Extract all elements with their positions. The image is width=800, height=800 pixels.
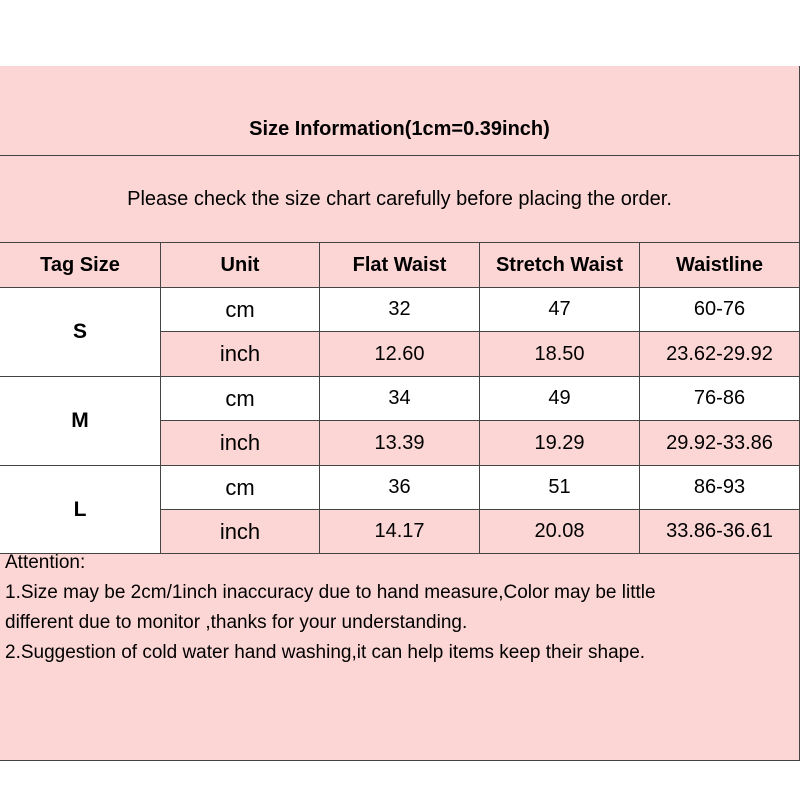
waistline-cell: 86-93: [640, 466, 800, 510]
header-waistline: Waistline: [640, 243, 800, 288]
waistline-cell: 29.92-33.86: [640, 421, 800, 466]
attention-heading: Attention:: [5, 552, 86, 573]
flat-waist-cell: 34: [320, 377, 480, 421]
attention-line-1: 1.Size may be 2cm/1inch inaccuracy due to hand measure,Color may be little: [5, 582, 656, 603]
header-flat-waist: Flat Waist: [320, 243, 480, 288]
waistline-cell: 60-76: [640, 288, 800, 332]
stretch-waist-cell: 19.29: [480, 421, 640, 466]
attention-notes: [5, 548, 656, 668]
stretch-waist-cell: 51: [480, 466, 640, 510]
stretch-waist-cell: 20.08: [480, 510, 640, 554]
stretch-waist-cell: 49: [480, 377, 640, 421]
flat-waist-cell: 14.17: [320, 510, 480, 554]
tag-size-s: S: [0, 288, 161, 377]
waistline-cell: 76-86: [640, 377, 800, 421]
stretch-waist-cell: 47: [480, 288, 640, 332]
tag-size-l: L: [0, 466, 161, 554]
waistline-cell: 33.86-36.61: [640, 510, 800, 554]
header-tag-size: Tag Size: [0, 243, 161, 288]
header-unit: Unit: [161, 243, 320, 288]
unit-cell: inch: [161, 332, 320, 377]
unit-cell: inch: [161, 421, 320, 466]
header-stretch-waist: Stretch Waist: [480, 243, 640, 288]
tag-size-m: M: [0, 377, 161, 466]
flat-waist-cell: 32: [320, 288, 480, 332]
chart-title: Size Information(1cm=0.39inch): [0, 66, 800, 156]
attention-line-2: different due to monitor ,thanks for your understanding.: [5, 612, 468, 633]
waistline-cell: 23.62-29.92: [640, 332, 800, 377]
unit-cell: cm: [161, 288, 320, 332]
stretch-waist-cell: 18.50: [480, 332, 640, 377]
unit-cell: cm: [161, 377, 320, 421]
unit-cell: inch: [161, 510, 320, 554]
unit-cell: cm: [161, 466, 320, 510]
order-notice: Please check the size chart carefully before placing the order.: [0, 156, 800, 243]
attention-line-3: 2.Suggestion of cold water hand washing,it can help items keep their shape.: [5, 642, 646, 663]
flat-waist-cell: 13.39: [320, 421, 480, 466]
flat-waist-cell: 36: [320, 466, 480, 510]
flat-waist-cell: 12.60: [320, 332, 480, 377]
